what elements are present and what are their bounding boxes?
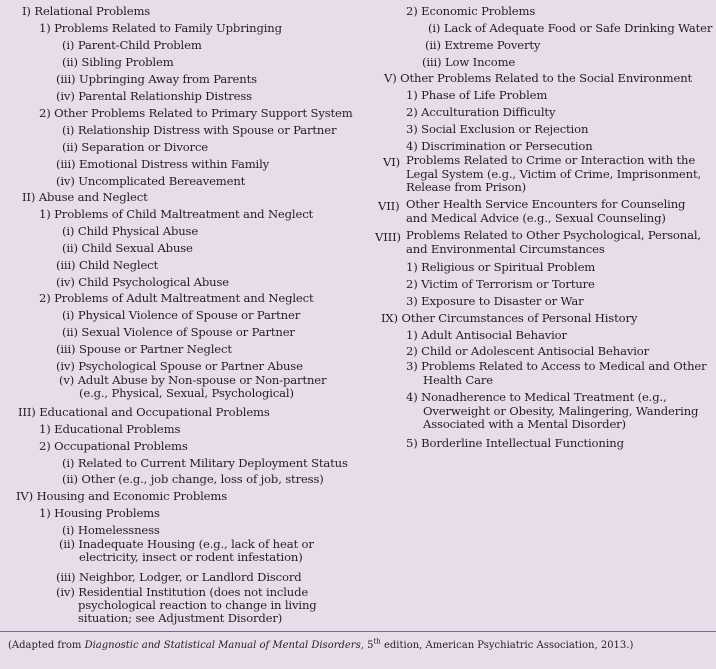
- subsection-heading: 1) Problems Related to Family Upbringing: [39, 21, 282, 35]
- list-item: (ii) Separation or Divorce: [62, 140, 208, 154]
- list-item: (ii) Inadequate Housing (e.g., lack of heat or electricity, insect or rodent infestation): [59, 537, 314, 564]
- list-item: (i) Parent-Child Problem: [62, 38, 202, 52]
- list-item: (iv) Residential Institution (does not include psychological reaction to change in living situation; see Adjustment Disorder): [56, 585, 317, 625]
- list-item: (i) Related to Current Military Deployment Status: [62, 456, 348, 470]
- list-item: (iii) Upbringing Away from Parents: [56, 72, 257, 86]
- list-item: (v) Adult Abuse by Non-spouse or Non-partner (e.g., Physical, Sexual, Psychological): [59, 373, 327, 400]
- subsection-heading: 1) Problems of Child Maltreatment and Neglect: [39, 207, 314, 221]
- subsection-heading: 1) Housing Problems: [39, 506, 160, 520]
- subsection-heading: 1) Phase of Life Problem: [406, 88, 548, 102]
- list-item: (iii) Emotional Distress within Family: [56, 157, 270, 171]
- section-heading: IX) Other Circumstances of Personal History: [381, 311, 638, 325]
- list-item: (iv) Psychological Spouse or Partner Abuse: [56, 359, 303, 373]
- subsection-heading: 2) Child or Adolescent Antisocial Behavior: [406, 344, 650, 358]
- subsection-heading: 2) Occupational Problems: [39, 439, 188, 453]
- list-item: (iii) Spouse or Partner Neglect: [56, 342, 232, 356]
- subsection-heading: 3) Social Exclusion or Rejection: [406, 122, 589, 136]
- list-item: (i) Child Physical Abuse: [62, 224, 199, 238]
- list-item: (iv) Parental Relationship Distress: [56, 89, 252, 103]
- footnote: (Adapted from Diagnostic and Statistical Manual of Mental Disorders, 5th edition, American Psychiatric Association, 2013.): [8, 637, 634, 651]
- section-heading: Other Health Service Encounters for Counseling and Medical Advice (e.g., Sexual Counseling): [406, 197, 686, 225]
- subsection-heading: 3) Problems Related to Access to Medical and Other Health Care: [406, 359, 707, 387]
- subsection-heading: 2) Victim of Terrorism or Torture: [406, 277, 595, 291]
- subsection-heading: 1) Educational Problems: [39, 422, 181, 436]
- subsection-heading: 5) Borderline Intellectual Functioning: [406, 436, 624, 450]
- subsection-heading: 2) Other Problems Related to Primary Support System: [39, 106, 353, 120]
- section-heading: IV) Housing and Economic Problems: [16, 489, 228, 503]
- subsection-heading: 2) Economic Problems: [406, 4, 536, 18]
- list-item: (iii) Child Neglect: [56, 258, 159, 272]
- section-heading-numeral: VI): [383, 155, 401, 169]
- list-item: (i) Lack of Adequate Food or Safe Drinking Water: [428, 21, 713, 35]
- list-item: (i) Physical Violence of Spouse or Partner: [62, 308, 301, 322]
- subsection-heading: 3) Exposure to Disaster or War: [406, 294, 584, 308]
- subsection-heading: 4) Discrimination or Persecution: [406, 139, 593, 153]
- section-heading: V) Other Problems Related to the Social Environment: [384, 71, 693, 85]
- divider: [0, 631, 716, 632]
- subsection-heading: 2) Problems of Adult Maltreatment and Neglect: [39, 291, 314, 305]
- subsection-heading: 1) Adult Antisocial Behavior: [406, 328, 567, 342]
- subsection-heading: 1) Religious or Spiritual Problem: [406, 260, 596, 274]
- subsection-heading: 2) Acculturation Difficulty: [406, 105, 556, 119]
- list-item: (i) Homelessness: [62, 523, 160, 537]
- list-item: (ii) Extreme Poverty: [425, 38, 541, 52]
- list-item: (i) Relationship Distress with Spouse or Partner: [62, 123, 337, 137]
- subsection-heading: 4) Nonadherence to Medical Treatment (e.g., Overweight or Obesity, Malingering, Wandering Associated with a Mental Disorder): [406, 390, 699, 431]
- section-heading: Problems Related to Crime or Interaction with the Legal System (e.g., Victim of Crime, Imprisonment, Release from Prison): [406, 153, 702, 194]
- section-heading: I) Relational Problems: [22, 4, 151, 18]
- list-item: (iv) Uncomplicated Bereavement: [56, 174, 246, 188]
- section-heading-numeral: VIII): [375, 230, 401, 244]
- section-heading-numeral: VII): [378, 199, 400, 213]
- section-heading: Problems Related to Other Psychological, Personal, and Environmental Circumstances: [406, 228, 701, 256]
- list-item: (ii) Sibling Problem: [62, 55, 174, 69]
- list-item: (ii) Other (e.g., job change, loss of job, stress): [62, 472, 324, 486]
- list-item: (ii) Sexual Violence of Spouse or Partner: [62, 325, 295, 339]
- list-item: (iii) Neighbor, Lodger, or Landlord Discord: [56, 570, 302, 584]
- section-heading: III) Educational and Occupational Problems: [18, 405, 270, 419]
- list-item: (ii) Child Sexual Abuse: [62, 241, 193, 255]
- list-item: (iii) Low Income: [422, 55, 516, 69]
- list-item: (iv) Child Psychological Abuse: [56, 275, 229, 289]
- section-heading: II) Abuse and Neglect: [22, 190, 148, 204]
